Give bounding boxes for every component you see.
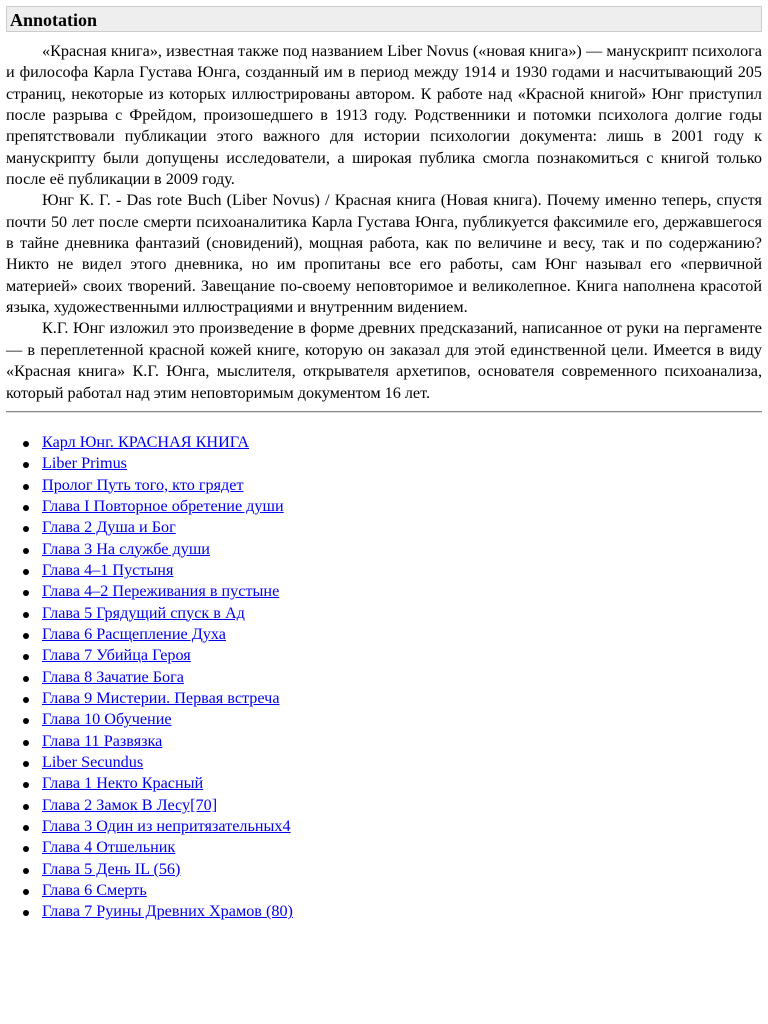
toc-item xyxy=(6,880,762,901)
toc-link-chapter-9[interactable]: Глава 9 Мистерии. Первая встреча xyxy=(42,688,280,707)
bullet-icon xyxy=(23,804,29,810)
toc-item xyxy=(6,773,762,794)
bullet-icon xyxy=(23,548,29,554)
section-title: Annotation xyxy=(10,10,98,30)
bullet-icon xyxy=(23,654,29,660)
bullet-icon xyxy=(23,612,29,618)
toc-link-secundus-chapter-1[interactable]: Глава 1 Некто Красный xyxy=(42,774,204,793)
toc-link-prologue[interactable]: Пролог Путь того, кто грядет xyxy=(42,475,244,494)
toc-item xyxy=(6,539,762,560)
bullet-icon xyxy=(23,782,29,788)
toc-link-chapter-5[interactable]: Глава 5 Грядущий спуск в Ад xyxy=(42,603,245,622)
table-of-contents xyxy=(6,432,762,923)
bullet-icon xyxy=(23,697,29,703)
toc-link-chapter-8[interactable]: Глава 8 Зачатие Бога xyxy=(42,667,184,686)
bullet-icon xyxy=(23,441,29,447)
annotation-paragraph-3: К.Г. Юнг изложил это произведение в форме древних предсказаний, написанное от руки на пергаменте — в переплетенной красной кожей книге, которую он заказал для этой единственной цели. Имеется в виду «Красная книга» К.Г. Юнга, мыслителя, открывателя архетипов, основателя современного психоанализа, который работал над этим неповторимым документом 16 лет. xyxy=(6,319,762,402)
toc-link-chapter-6[interactable]: Глава 6 Расщепление Духа xyxy=(42,624,226,643)
toc-item xyxy=(6,645,762,666)
toc-item xyxy=(6,837,762,858)
toc-link-book-title[interactable]: Карл Юнг. КРАСНАЯ КНИГА xyxy=(42,432,250,451)
toc-link-chapter-3[interactable]: Глава 3 На службе души xyxy=(42,539,210,558)
toc-item xyxy=(6,731,762,752)
bullet-icon xyxy=(23,505,29,511)
toc-item xyxy=(6,624,762,645)
bullet-icon xyxy=(23,889,29,895)
toc-link-chapter-4-2[interactable]: Глава 4–2 Переживания в пустыне xyxy=(42,582,280,601)
toc-item xyxy=(6,816,762,837)
bullet-icon xyxy=(23,569,29,575)
toc-item xyxy=(6,667,762,688)
document-page xyxy=(6,6,762,923)
toc-item xyxy=(6,603,762,624)
toc-item xyxy=(6,752,762,773)
toc-item xyxy=(6,901,762,922)
bullet-icon xyxy=(23,526,29,532)
toc-link-secundus-chapter-7[interactable]: Глава 7 Руины Древних Храмов (80) xyxy=(42,902,293,921)
bullet-icon xyxy=(23,590,29,596)
bullet-icon xyxy=(23,846,29,852)
toc-item xyxy=(6,688,762,709)
toc-link-chapter-7[interactable]: Глава 7 Убийца Героя xyxy=(42,646,191,665)
annotation-body xyxy=(6,41,762,404)
toc-link-secundus-chapter-6[interactable]: Глава 6 Смерть xyxy=(42,881,147,900)
toc-item xyxy=(6,432,762,453)
toc-link-chapter-4-1[interactable]: Глава 4–1 Пустыня xyxy=(42,560,174,579)
toc-item xyxy=(6,795,762,816)
bullet-icon xyxy=(23,761,29,767)
toc-link-secundus-chapter-5[interactable]: Глава 5 День IL (56) xyxy=(42,859,181,878)
toc-link-chapter-1[interactable]: Глава I Повторное обретение души xyxy=(42,496,284,515)
toc-link-chapter-10[interactable]: Глава 10 Обучение xyxy=(42,710,172,729)
toc-link-secundus-chapter-4[interactable]: Глава 4 Отшельник xyxy=(42,838,176,857)
toc-item xyxy=(6,517,762,538)
toc-link-secundus-chapter-3[interactable]: Глава 3 Один из непритязательных4 xyxy=(42,817,291,836)
toc-item xyxy=(6,560,762,581)
toc-link-liber-primus[interactable]: Liber Primus xyxy=(42,454,127,473)
bullet-icon xyxy=(23,910,29,916)
bullet-icon xyxy=(23,825,29,831)
toc-item xyxy=(6,709,762,730)
toc-link-chapter-11[interactable]: Глава 11 Развязка xyxy=(42,731,163,750)
bullet-icon xyxy=(23,633,29,639)
bullet-icon xyxy=(23,484,29,490)
divider xyxy=(6,411,762,413)
bullet-icon xyxy=(23,740,29,746)
bullet-icon xyxy=(23,718,29,724)
toc-item xyxy=(6,581,762,602)
toc-item xyxy=(6,859,762,880)
toc-item xyxy=(6,453,762,474)
section-header xyxy=(6,6,762,32)
annotation-paragraph-1: «Красная книга», известная также под названием Liber Novus («новая книга») — манускрипт психолога и философа Карла Густава Юнга, созданный им в период между 1914 и 1930 годами и насчитывающий 205 страниц, некоторые из которых иллюстрированы автором. К работе над «Красной книгой» Юнг приступил после разрыва с Фрейдом, произошедшего в 1913 году. Родственники и потомки психолога долгие годы препятствовали публикации этого важного для истории психологии документа: лишь в 2001 году к манускрипту были допущены исследователи, а широкая публика смогла познакомиться с книгой только после её публикации в 2009 году. xyxy=(6,42,762,189)
toc-item xyxy=(6,496,762,517)
toc-item xyxy=(6,475,762,496)
bullet-icon xyxy=(23,462,29,468)
toc-link-liber-secundus[interactable]: Liber Secundus xyxy=(42,753,144,771)
bullet-icon xyxy=(23,868,29,874)
toc-link-secundus-chapter-2[interactable]: Глава 2 Замок В Лесу[70] xyxy=(42,795,218,814)
toc-link-chapter-2[interactable]: Глава 2 Душа и Бог xyxy=(42,518,176,537)
bullet-icon xyxy=(23,676,29,682)
annotation-paragraph-2: Юнг К. Г. - Das rote Buch (Liber Novus) / Красная книга (Новая книга). Почему именно теперь, спустя почти 50 лет после смерти психоаналитика Карла Густава Юнга, публикуется факсимиле его, державшегося в тайне дневника фантазий (сновидений), мощная работа, как по величине и весу, так и по содержанию? Никто не видел этого дневника, но им пропитаны все его работы, сам Юнг называл его «первичной материей» своих творений. Завещание по-своему неповторимое и великолепное. Книга наполнена красотой языка, художественными иллюстрациями и внутренним видением. xyxy=(6,191,762,317)
